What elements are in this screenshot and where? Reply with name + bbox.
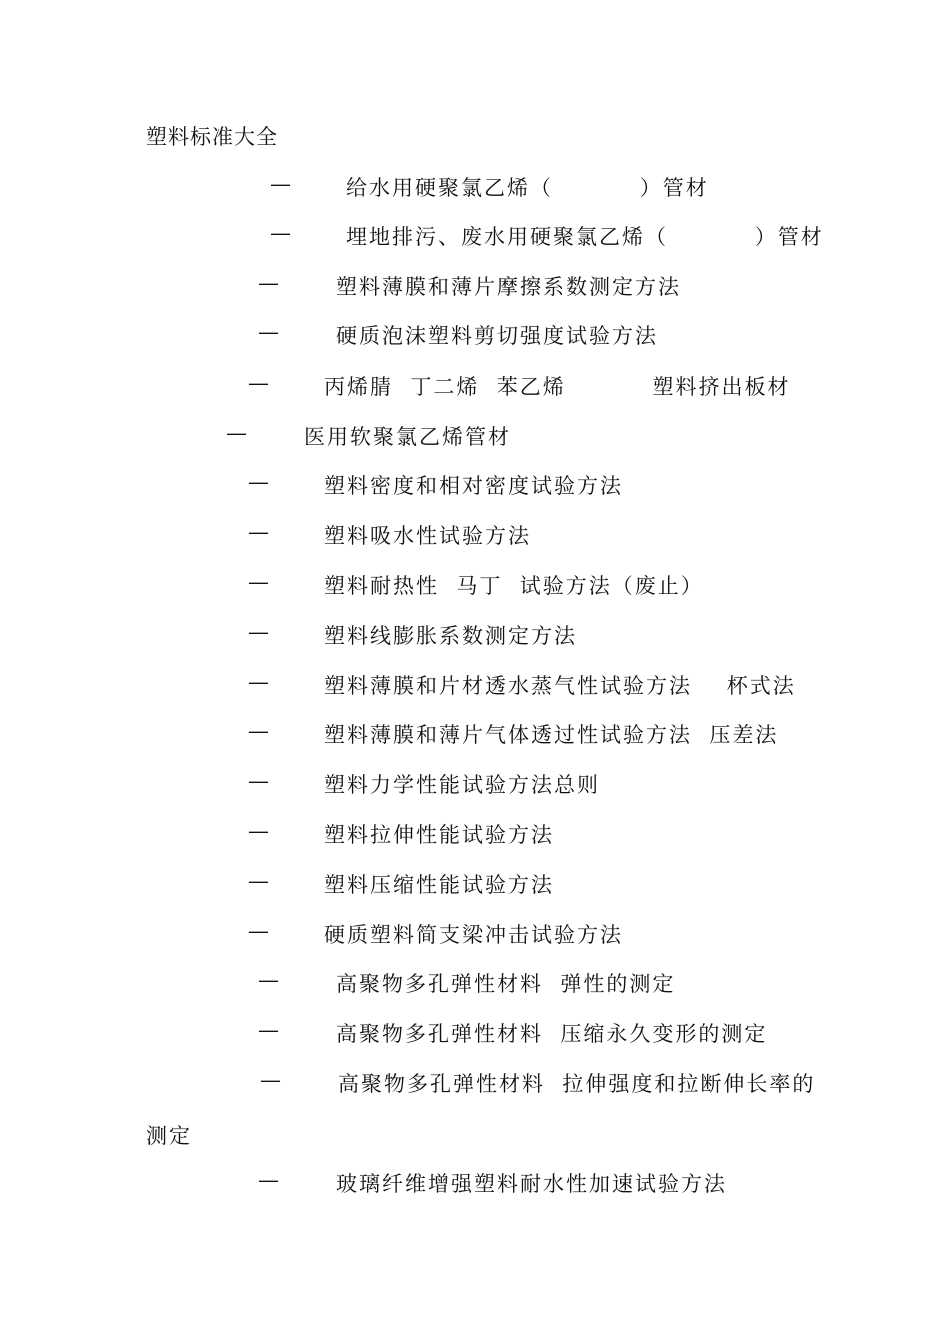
standard-title: 硬质塑料简支梁冲击试验方法 — [324, 923, 623, 947]
standard-title: 高聚物多孔弹性材料 压缩永久变形的测定 — [336, 1022, 768, 1046]
dash-marker: — — [248, 719, 269, 743]
dash-marker: — — [248, 819, 269, 843]
standard-title: 塑料薄膜和薄片摩擦系数测定方法 — [336, 275, 681, 299]
dash-marker: — — [270, 221, 291, 245]
standard-title: 丙烯腈 丁二烯 苯乙烯 塑料挤出板材 — [324, 375, 791, 399]
dash-marker: — — [258, 1018, 279, 1042]
standard-title: 塑料密度和相对密度试验方法 — [324, 474, 623, 498]
standard-title: 塑料薄膜和薄片气体透过性试验方法 压差法 — [324, 723, 779, 747]
list-item — [0, 470, 950, 498]
list-item — [0, 719, 950, 747]
list-item — [0, 371, 950, 399]
list-item — [0, 869, 950, 897]
dash-marker: — — [248, 919, 269, 943]
dash-marker: — — [248, 520, 269, 544]
list-item — [0, 1168, 950, 1196]
list-item — [0, 670, 950, 698]
dash-marker: — — [258, 320, 279, 344]
dash-marker: — — [226, 421, 247, 445]
dash-marker: — — [248, 670, 269, 694]
standard-title: 高聚物多孔弹性材料 拉伸强度和拉断伸长率的 — [338, 1072, 816, 1096]
standard-title: 塑料压缩性能试验方法 — [324, 873, 554, 897]
list-item — [0, 421, 950, 449]
list-item — [0, 221, 950, 249]
standard-title: 埋地排污、废水用硬聚氯乙烯（ ）管材 — [346, 225, 824, 249]
list-item — [0, 320, 950, 348]
list-item — [0, 769, 950, 797]
standard-title: 玻璃纤维增强塑料耐水性加速试验方法 — [336, 1172, 727, 1196]
standard-title: 医用软聚氯乙烯管材 — [304, 425, 511, 449]
dash-marker: — — [258, 1168, 279, 1192]
dash-marker: — — [258, 968, 279, 992]
standard-title: 硬质泡沫塑料剪切强度试验方法 — [336, 324, 658, 348]
standard-title: 高聚物多孔弹性材料 弹性的测定 — [336, 972, 676, 996]
document-title: 塑料标准大全 — [146, 125, 278, 149]
standard-title: 塑料薄膜和片材透水蒸气性试验方法 杯式法 — [324, 674, 796, 698]
list-item — [0, 1018, 950, 1046]
list-item — [0, 570, 950, 598]
dash-marker: — — [248, 620, 269, 644]
list-item — [0, 271, 950, 299]
dash-marker: — — [258, 271, 279, 295]
list-item — [0, 520, 950, 548]
standard-title: 给水用硬聚氯乙烯（ ）管材 — [346, 176, 709, 200]
list-item — [0, 819, 950, 847]
wrapped-line: 测定 — [146, 1124, 192, 1148]
standard-title: 塑料吸水性试验方法 — [324, 524, 531, 548]
standard-title: 塑料耐热性 马丁 试验方法（废止） — [324, 574, 704, 598]
standard-title: 塑料线膨胀系数测定方法 — [324, 624, 577, 648]
standard-title: 塑料力学性能试验方法总则 — [324, 773, 600, 797]
dash-marker: — — [260, 1068, 281, 1092]
dash-marker: — — [248, 570, 269, 594]
list-item — [0, 620, 950, 648]
list-item — [0, 1068, 950, 1096]
dash-marker: — — [248, 470, 269, 494]
dash-marker: — — [248, 769, 269, 793]
list-item — [0, 172, 950, 200]
dash-marker: — — [248, 371, 269, 395]
dash-marker: — — [270, 172, 291, 196]
standard-title: 塑料拉伸性能试验方法 — [324, 823, 554, 847]
list-item — [0, 968, 950, 996]
dash-marker: — — [248, 869, 269, 893]
list-item — [0, 919, 950, 947]
